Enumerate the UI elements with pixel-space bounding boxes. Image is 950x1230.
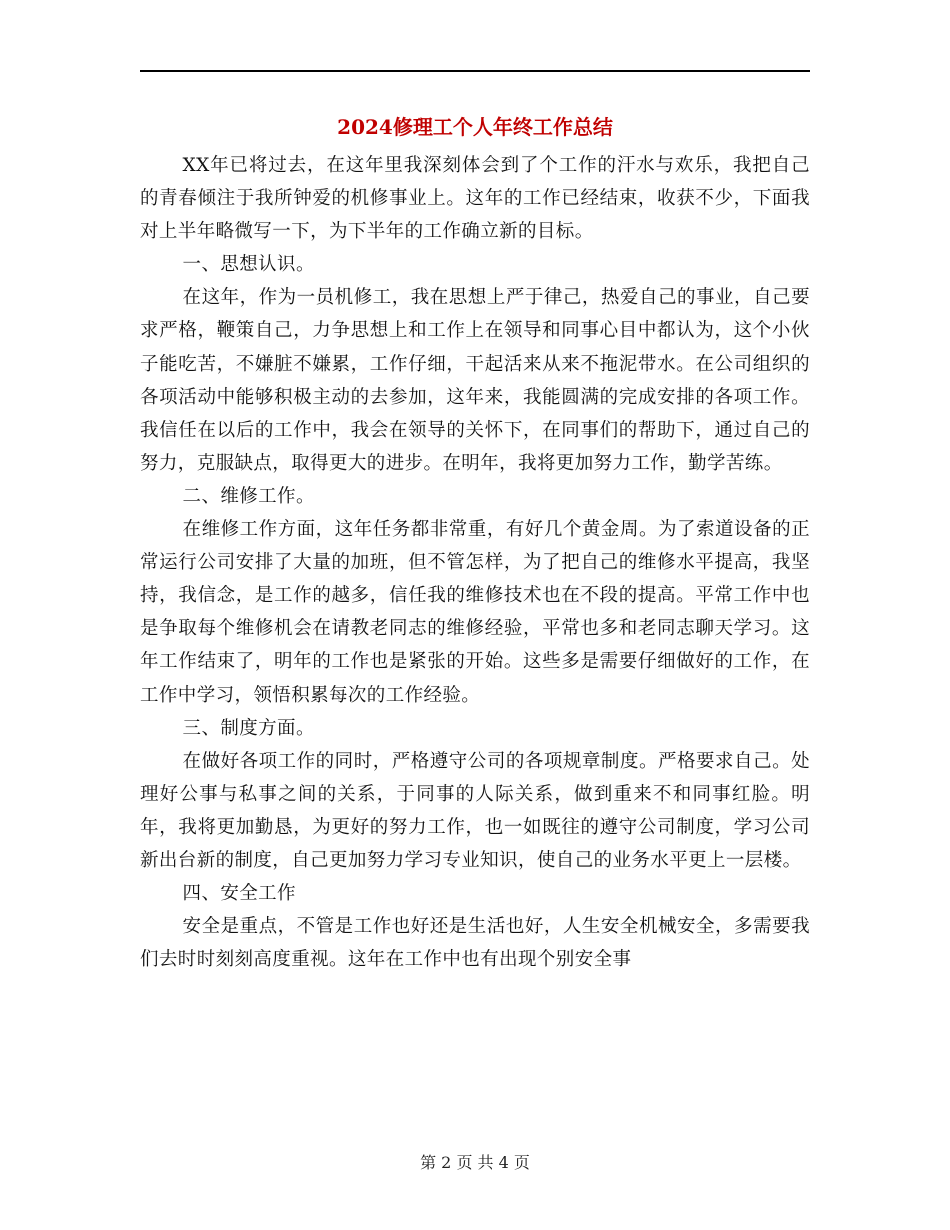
section-heading-rules: 三、制度方面。 bbox=[182, 717, 315, 739]
paragraph-rules: 在做好各项工作的同时，严格遵守公司的各项规章制度。严格要求自己。处理好公事与私事之间的关系，于同事的人际关系，做到重来不和同事红脸。明年，我将更加勤恳，为更好的努力工作，也一如既往的遵守公司制度，学习公司新出台新的制度，自己更加努力学习专业知识，使自己的业务水平更上一层楼。 bbox=[140, 750, 810, 871]
section-heading-thinking: 一、思想认识。 bbox=[182, 254, 315, 276]
paragraph-safety: 安全是重点，不管是工作也好还是生活也好，人生安全机械安全，多需要我们去时时刻刻高度重视。这年在工作中也有出现个别安全事 bbox=[140, 916, 810, 971]
paragraph-intro: XX年已将过去，在这年里我深刻体会到了个工作的汗水与欢乐，我把自己的青春倾注于我所钟爱的机修事业上。这年的工作已经结束，收获不少，下面我对上半年略微写一下，为下半年的工作确立新的目标。 bbox=[140, 155, 810, 243]
document-body bbox=[140, 149, 810, 976]
paragraph-thinking: 在这年，作为一员机修工，我在思想上严于律己，热爱自己的事业，自己要求严格，鞭策自己，力争思想上和工作上在领导和同事心目中都认为，这个小伙子能吃苦，不嫌脏不嫌累，工作仔细，干起活来从来不拖泥带水。在公司组织的各项活动中能够积极主动的去参加，这年来，我能圆满的完成安排的各项工作。我信任在以后的工作中，我会在领导的关怀下，在同事们的帮助下，通过自己的努力，克服缺点，取得更大的进步。在明年，我将更加努力工作，勤学苦练。 bbox=[140, 287, 810, 474]
header-rule bbox=[140, 70, 810, 72]
paragraph-maintenance: 在维修工作方面，这年任务都非常重，有好几个黄金周。为了索道设备的正常运行公司安排了大量的加班，但不管怎样，为了把自己的维修水平提高，我坚持，我信念，是工作的越多，信任我的维修技术也在不段的提高。平常工作中也是争取每个维修机会在请教老同志的维修经验，平常也多和老同志聊天学习。这年工作结束了，明年的工作也是紧张的开始。这些多是需要仔细做好的工作，在工作中学习，领悟积累每次的工作经验。 bbox=[140, 519, 810, 706]
document-title: 2024修理工个人年终工作总结 bbox=[337, 115, 613, 139]
section-heading-safety: 四、安全工作 bbox=[182, 883, 296, 905]
section-heading-maintenance: 二、维修工作。 bbox=[182, 485, 315, 507]
page-number-footer: 第 2 页 共 4 页 bbox=[420, 1153, 530, 1172]
